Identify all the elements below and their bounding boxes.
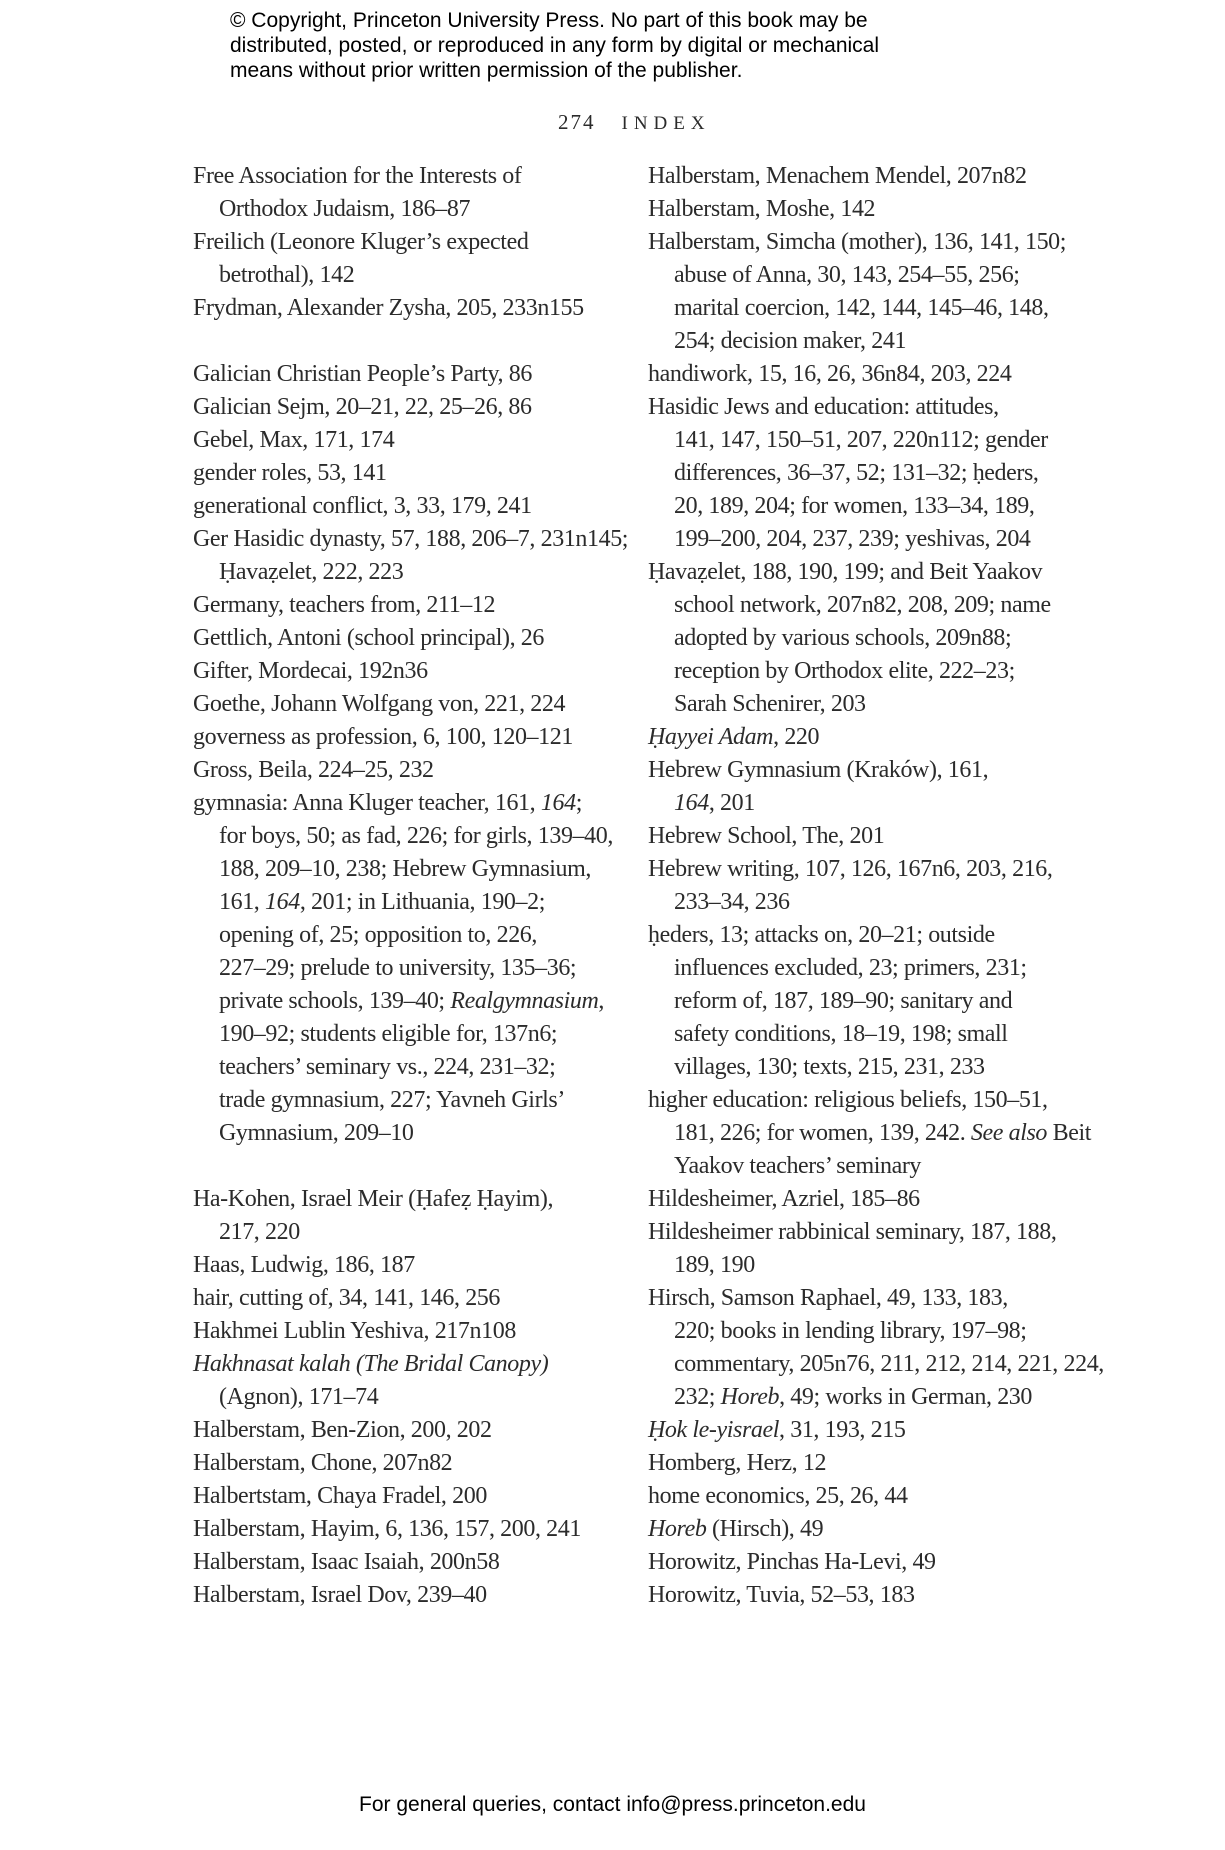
text-segment: Gettlich, Antoni (school principal), 26 [193,625,544,651]
text-segment: Hakhmei Lublin Yeshiva, 217n108 [193,1318,516,1344]
italic-text: See also [970,1120,1048,1146]
index-runover-line [648,259,1208,292]
text-segment: , 31, 193, 215 [779,1417,906,1443]
blank-line [193,1150,643,1183]
text-segment: 181, 226; for women, 139, 242. [674,1120,971,1146]
index-entry-line [193,1480,643,1513]
index-entry-line [648,226,1208,259]
index-runover-line [193,1084,643,1117]
index-entry-line [648,1579,1208,1612]
text-segment: Halberstam, Moshe, 142 [648,196,876,222]
text-segment: 141, 147, 150–51, 207, 220n112; gender [674,427,1048,453]
running-head-title: INDEX [621,113,711,134]
text-segment: Hasidic Jews and education: attitudes, [648,394,999,420]
copyright-notice [230,8,879,83]
text-segment: trade gymnasium, 227; Yavneh Girls’ [219,1087,565,1113]
text-segment: marital coercion, 142, 144, 145–46, 148, [674,295,1049,321]
index-runover-line [648,688,1208,721]
text-segment: ; [575,790,582,816]
text-segment: gender roles, 53, 141 [193,460,387,486]
index-runover-line [648,1348,1208,1381]
text-segment: Hebrew writing, 107, 126, 167n6, 203, 216, [648,856,1053,882]
text-segment: Beit [1047,1120,1092,1146]
running-head [558,110,711,135]
text-segment: Hildesheimer, Azriel, 185–86 [648,1186,920,1212]
index-runover-line [193,1216,643,1249]
text-segment: Goethe, Johann Wolfgang von, 221, 224 [193,691,566,717]
text-segment: Halberstam, Hayim, 6, 136, 157, 200, 241 [193,1516,581,1542]
text-segment: commentary, 205n76, 211, 212, 214, 221, 224, [674,1351,1104,1377]
index-entry-line [193,688,643,721]
text-segment: Gymnasium, 209–10 [219,1120,414,1146]
index-entry-line [648,391,1208,424]
italic-text: Realgymnasium [450,988,599,1014]
text-segment: villages, 130; texts, 215, 231, 233 [674,1054,985,1080]
text-segment: (Hirsch), 49 [706,1516,824,1542]
text-segment: gymnasia: Anna Kluger teacher, 161, [193,790,541,816]
index-entry-line [648,1084,1208,1117]
index-runover-line [648,1315,1208,1348]
footer-contact: For general queries, contact info@press.princeton.edu [359,1793,866,1816]
copyright-line: © Copyright, Princeton University Press. No part of this book may be [230,9,868,32]
copyright-line: means without prior written permission of the publisher. [230,59,743,82]
text-segment: Ger Hasidic dynasty, 57, 188, 206–7, 231n145; [193,526,629,552]
index-runover-line [648,490,1208,523]
index-runover-line [193,1381,643,1414]
text-segment: 188, 209–10, 238; Hebrew Gymnasium, [219,856,591,882]
index-entry-line [193,754,643,787]
text-segment: differences, 36–37, 52; 131–32; ḥeders, [674,460,1039,486]
index-runover-line [648,1018,1208,1051]
index-entry-line [193,523,643,556]
text-segment: betrothal), 142 [219,262,355,288]
index-entry-line [193,721,643,754]
index-runover-line [193,952,643,985]
text-segment: Hebrew Gymnasium (Kraków), 161, [648,757,989,783]
index-runover-line [193,1018,643,1051]
text-segment: abuse of Anna, 30, 143, 254–55, 256; [674,262,1020,288]
index-entry-line [648,919,1208,952]
text-segment: teachers’ seminary vs., 224, 231–32; [219,1054,556,1080]
index-entry-line [648,721,1208,754]
text-segment: Ha-Kohen, Israel Meir (Ḥafeẓ Ḥayim), [193,1186,554,1212]
index-runover-line [193,1051,643,1084]
text-segment: hair, cutting of, 34, 141, 146, 256 [193,1285,501,1311]
index-runover-line [648,523,1208,556]
text-segment: Galician Sejm, 20–21, 22, 25–26, 86 [193,394,532,420]
text-segment: 20, 189, 204; for women, 133–34, 189, [674,493,1035,519]
text-segment: , 201 [708,790,755,816]
text-segment: 161, [219,889,266,915]
text-segment: 190–92; students eligible for, 137n6; [219,1021,558,1047]
index-entry-line [648,820,1208,853]
text-segment: 199–200, 204, 237, 239; yeshivas, 204 [674,526,1031,552]
index-runover-line [648,886,1208,919]
text-segment: Free Association for the Interests of [193,163,522,189]
text-segment: reception by Orthodox elite, 222–23; [674,658,1015,684]
text-segment: private schools, 139–40; [219,988,451,1014]
index-entry-line [193,1348,643,1381]
index-entry-line [193,490,643,523]
text-segment: Ḥavaẓelet, 222, 223 [219,559,404,585]
text-segment: Halberstam, Ben-Zion, 200, 202 [193,1417,492,1443]
text-segment: 189, 190 [674,1252,755,1278]
text-segment: Gross, Beila, 224–25, 232 [193,757,434,783]
text-segment: Galician Christian People’s Party, 86 [193,361,532,387]
text-segment: , 49; works in German, 230 [779,1384,1033,1410]
text-segment: handiwork, 15, 16, 26, 36n84, 203, 224 [648,361,1012,387]
index-entry-line [648,1282,1208,1315]
text-segment: Orthodox Judaism, 186–87 [219,196,471,222]
index-entry-line [648,1513,1208,1546]
index-entry-line [193,1414,643,1447]
index-entry-line [193,358,643,391]
index-runover-line [648,1117,1208,1150]
index-runover-line [648,1381,1208,1414]
text-segment: Freilich (Leonore Kluger’s expected [193,229,529,255]
page-number: 274 [558,110,596,134]
index-column-left [193,160,643,1612]
italic-text: Horeb [648,1516,707,1542]
index-runover-line [648,457,1208,490]
text-segment: Horowitz, Pinchas Ha-Levi, 49 [648,1549,936,1575]
italic-text: Ḥok le-yisrael [648,1417,780,1443]
text-segment: Ḥavaẓelet, 188, 190, 199; and Beit Yaakov [648,559,1043,585]
index-entry-line [648,754,1208,787]
index-entry-line [193,391,643,424]
text-segment: Hildesheimer rabbinical seminary, 187, 188, [648,1219,1057,1245]
text-segment: 220; books in lending library, 197–98; [674,1318,1027,1344]
text-segment: Halberstam, Menachem Mendel, 207n82 [648,163,1027,189]
index-runover-line [193,985,643,1018]
text-segment: Halbertstam, Chaya Fradel, 200 [193,1483,487,1509]
index-runover-line [648,622,1208,655]
text-segment: Horowitz, Tuvia, 52–53, 183 [648,1582,915,1608]
index-entry-line [193,1447,643,1480]
text-segment: Halberstam, Isaac Isaiah, 200n58 [193,1549,500,1575]
index-runover-line [648,589,1208,622]
index-runover-line [648,655,1208,688]
text-segment: (Agnon), 171–74 [219,1384,379,1410]
text-segment: , 201; in Lithuania, 190–2; [299,889,546,915]
index-runover-line [648,985,1208,1018]
index-runover-line [193,193,643,226]
index-runover-line [193,886,643,919]
text-segment: school network, 207n82, 208, 209; name [674,592,1051,618]
index-entry-line [648,853,1208,886]
index-entry-line [193,622,643,655]
index-runover-line [648,424,1208,457]
index-entry-line [193,1513,643,1546]
text-segment: Homberg, Herz, 12 [648,1450,827,1476]
text-segment: adopted by various schools, 209n88; [674,625,1012,651]
index-runover-line [193,853,643,886]
index-entry-line [193,1315,643,1348]
index-entry-line [193,226,643,259]
index-entry-line [193,160,643,193]
text-segment: opening of, 25; opposition to, 226, [219,922,537,948]
blank-line [193,325,643,358]
index-entry-line [648,1183,1208,1216]
italic-text: Ḥayyei Adam [648,724,774,750]
italic-text: 164 [265,889,300,915]
copyright-line: distributed, posted, or reproduced in any form by digital or mechanical [230,34,880,57]
text-segment: Gifter, Mordecai, 192n36 [193,658,428,684]
index-entry-line [193,1249,643,1282]
index-runover-line [648,292,1208,325]
text-segment: 254; decision maker, 241 [674,328,907,354]
text-segment: Sarah Schenirer, 203 [674,691,866,717]
text-segment: Hebrew School, The, 201 [648,823,885,849]
index-entry-line [648,193,1208,226]
text-segment: ḥeders, 13; attacks on, 20–21; outside [648,922,995,948]
index-entry-line [193,1282,643,1315]
index-runover-line [648,1150,1208,1183]
index-entry-line [648,1216,1208,1249]
index-entry-line [648,1480,1208,1513]
text-segment: Halberstam, Simcha (mother), 136, 141, 150; [648,229,1067,255]
index-runover-line [193,556,643,589]
text-segment: governess as profession, 6, 100, 120–121 [193,724,573,750]
text-segment: higher education: religious beliefs, 150–51, [648,1087,1048,1113]
text-segment: for boys, 50; as fad, 226; for girls, 139–40, [219,823,613,849]
index-entry-line [193,1183,643,1216]
italic-text: 164 [674,790,709,816]
index-entry-line [648,1447,1208,1480]
text-segment: , [598,988,605,1014]
index-runover-line [648,787,1208,820]
text-segment: reform of, 187, 189–90; sanitary and [674,988,1013,1014]
index-entry-line [193,457,643,490]
text-segment: Hirsch, Samson Raphael, 49, 133, 183, [648,1285,1008,1311]
text-segment: Halberstam, Chone, 207n82 [193,1450,453,1476]
index-runover-line [193,259,643,292]
text-segment: Halberstam, Israel Dov, 239–40 [193,1582,487,1608]
text-segment: 227–29; prelude to university, 135–36; [219,955,577,981]
index-entry-line [193,589,643,622]
index-entry-line [648,1546,1208,1579]
index-entry-line [193,1546,643,1579]
text-segment: 217, 220 [219,1219,300,1245]
index-entry-line [648,160,1208,193]
text-segment: home economics, 25, 26, 44 [648,1483,908,1509]
index-entry-line [193,1579,643,1612]
index-entry-line [193,292,643,325]
text-segment: Gebel, Max, 171, 174 [193,427,395,453]
index-column-right [648,160,1208,1612]
text-segment: 232; [674,1384,721,1410]
text-segment: Germany, teachers from, 211–12 [193,592,496,618]
index-entry-line [648,556,1208,589]
italic-text: 164 [540,790,576,816]
text-segment: Frydman, Alexander Zysha, 205, 233n155 [193,295,584,321]
text-segment: , 220 [773,724,820,750]
text-segment: generational conflict, 3, 33, 179, 241 [193,493,532,519]
index-entry-line [193,787,643,820]
index-entry-line [648,358,1208,391]
text-segment: 233–34, 236 [674,889,790,915]
italic-text: Hakhnasat kalah (The Bridal Canopy) [193,1351,549,1377]
index-entry-line [193,655,643,688]
index-entry-line [193,424,643,457]
text-segment: safety conditions, 18–19, 198; small [674,1021,1008,1047]
index-runover-line [648,1051,1208,1084]
index-runover-line [193,919,643,952]
index-runover-line [648,952,1208,985]
index-entry-line [648,1414,1208,1447]
text-segment: Yaakov teachers’ seminary [674,1153,922,1179]
italic-text: Horeb [720,1384,780,1410]
index-runover-line [648,1249,1208,1282]
text-segment: influences excluded, 23; primers, 231; [674,955,1027,981]
index-runover-line [193,1117,643,1150]
index-runover-line [193,820,643,853]
text-segment: Haas, Ludwig, 186, 187 [193,1252,415,1278]
index-runover-line [648,325,1208,358]
